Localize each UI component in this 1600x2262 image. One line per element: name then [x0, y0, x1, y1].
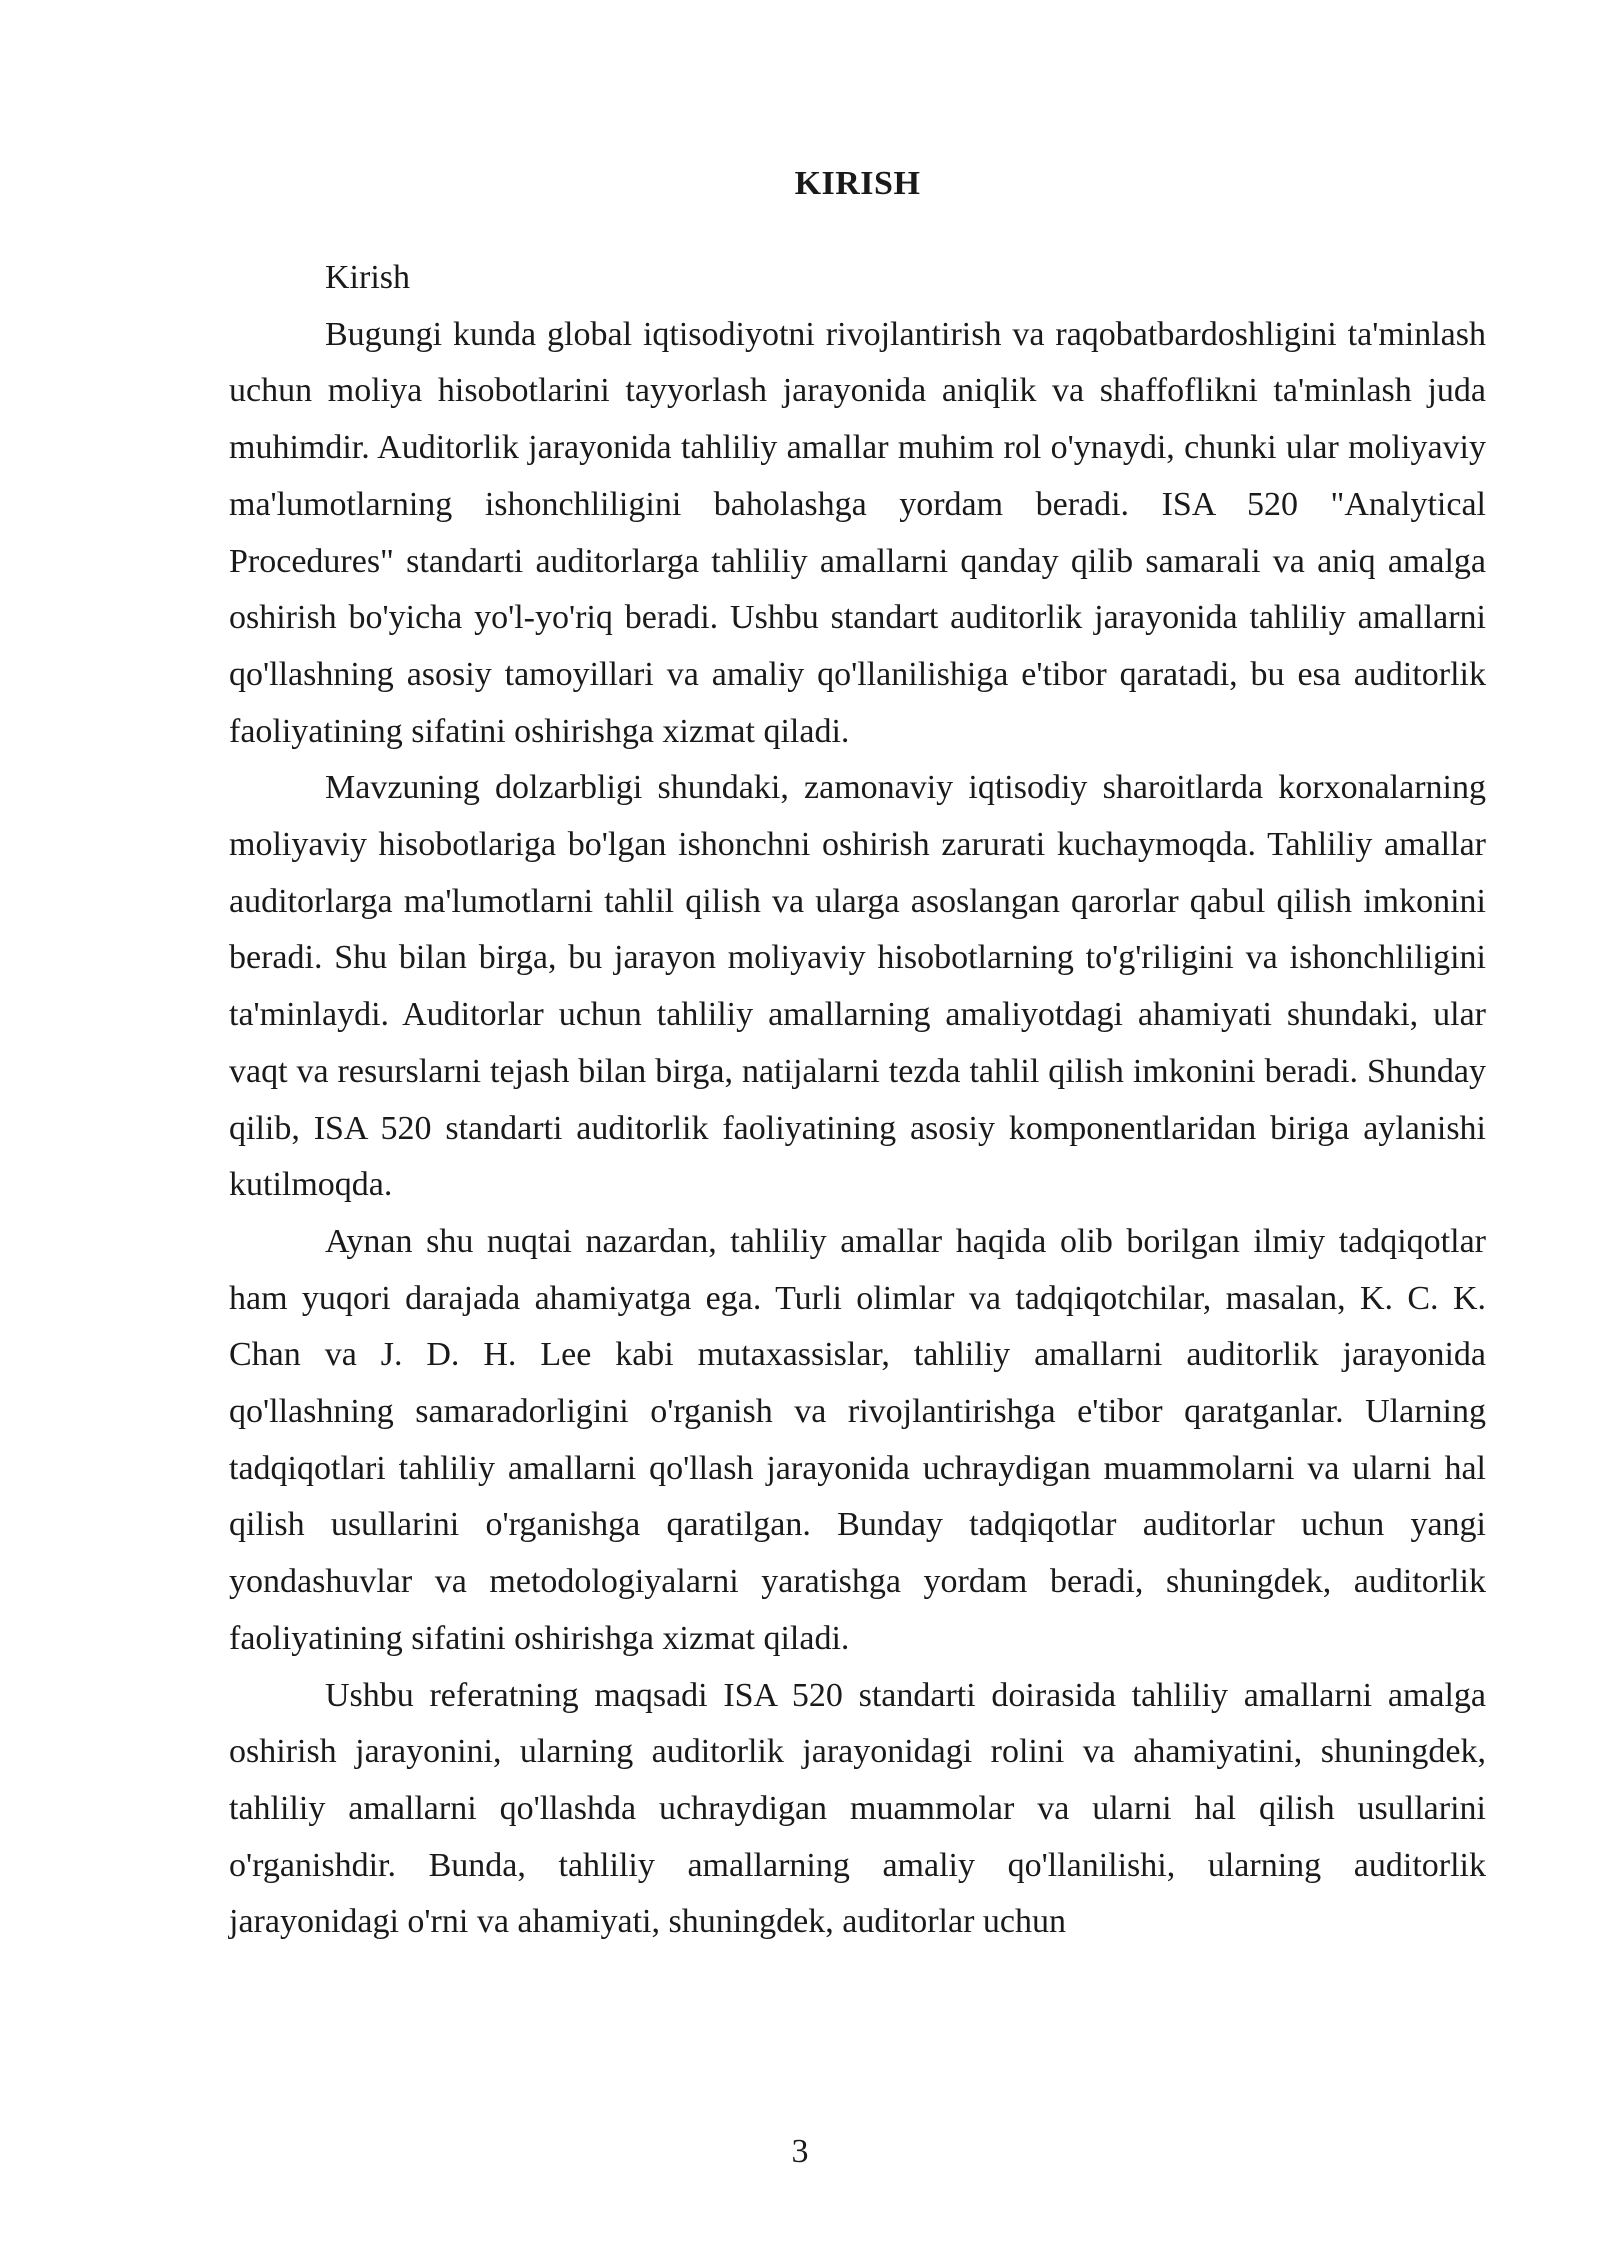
paragraph-intro: Bugungi kunda global iqtisodiyotni rivojlantirish va raqobatbardoshligini ta'minlash uchun moliya hisobotlarini tayyorlash jarayonida aniqlik va shaffoflikni ta'minlash juda muhimdir. Auditorlik jarayonida tahliliy amallar muhim rol o'ynaydi, chunki ular moliyaviy ma'lumotlarning ishonchliligini baholashga yordam beradi. ISA 520 "Analytical Procedures" standarti auditorlarga tahliliy amallarni qanday qilib samarali va aniq amalga oshirish bo'yicha yo'l-yo'riq beradi. Ushbu standart auditorlik jarayonida tahliliy amallarni qo'llashning asosiy tamoyillari va amaliy qo'llanilishiga e'tibor qaratadi, bu esa auditorlik faoliyatining sifatini oshirishga xizmat qiladi.: [229, 315, 1486, 750]
paragraph-relevance: Mavzuning dolzarbligi shundaki, zamonaviy iqtisodiy sharoitlarda korxonalarning moliyaviy hisobotlariga bo'lgan ishonchni oshirish zarurati kuchaymoqda. Tahliliy amallar auditorlarga ma'lumotlarni tahlil qilish va ularga asoslangan qarorlar qabul qilish imkonini beradi. Shu bilan birga, bu jarayon moliyaviy hisobotlarning to'g'riligini va ishonchliligini ta'minlaydi. Auditorlar uchun tahliliy amallarning amaliyotdagi ahamiyati shundaki, ular vaqt va resurslarni tejash bilan birga, natijalarni tezda tahlil qilish imkonini beradi. Shunday qilib, ISA 520 standarti auditorlik faoliyatining asosiy komponentlaridan biriga aylanishi kutilmoqda.: [229, 769, 1486, 1204]
paragraph-research: Aynan shu nuqtai nazardan, tahliliy amallar haqida olib borilgan ilmiy tadqiqotlar ham yuqori darajada ahamiyatga ega. Turli olimlar va tadqiqotchilar, masalan, K. C. K. Chan va J. D. H. Lee kabi mutaxassislar, tahliliy amallarni auditorlik jarayonida qo'llashning samaradorligini o'rganish va rivojlantirishga e'tibor qaratganlar. Ularning tadqiqotlari tahliliy amallarni qo'llash jarayonida uchraydigan muammolarni va ularni hal qilish usullarini o'rganishga qaratilgan. Bunday tadqiqotlar auditorlar uchun yangi yondashuvlar va metodologiyalarni yaratishga yordam beradi, shuningdek, auditorlik faoliyatining sifatini oshirishga xizmat qiladi.: [229, 1222, 1486, 1657]
page-title: KIRISH: [794, 165, 921, 202]
paragraph-subheading: Kirish: [325, 259, 410, 296]
paragraph-purpose: Ushbu referatning maqsadi ISA 520 standarti doirasida tahliliy amallarni amalga oshirish jarayonini, ularning auditorlik jarayonidagi rolini va ahamiyatini, shuningdek, tahliliy amallarni qo'llashda uchraydigan muammolar va ularni hal qilish usullarini o'rganishdir. Bunda, tahliliy amallarning amaliy qo'llanilishi, ularning auditorlik jarayonidagi o'rni va ahamiyati, shuningdek, auditorlar uchun: [229, 1676, 1486, 1941]
page-number: 3: [791, 2133, 809, 2170]
body-text: [229, 250, 1486, 1951]
